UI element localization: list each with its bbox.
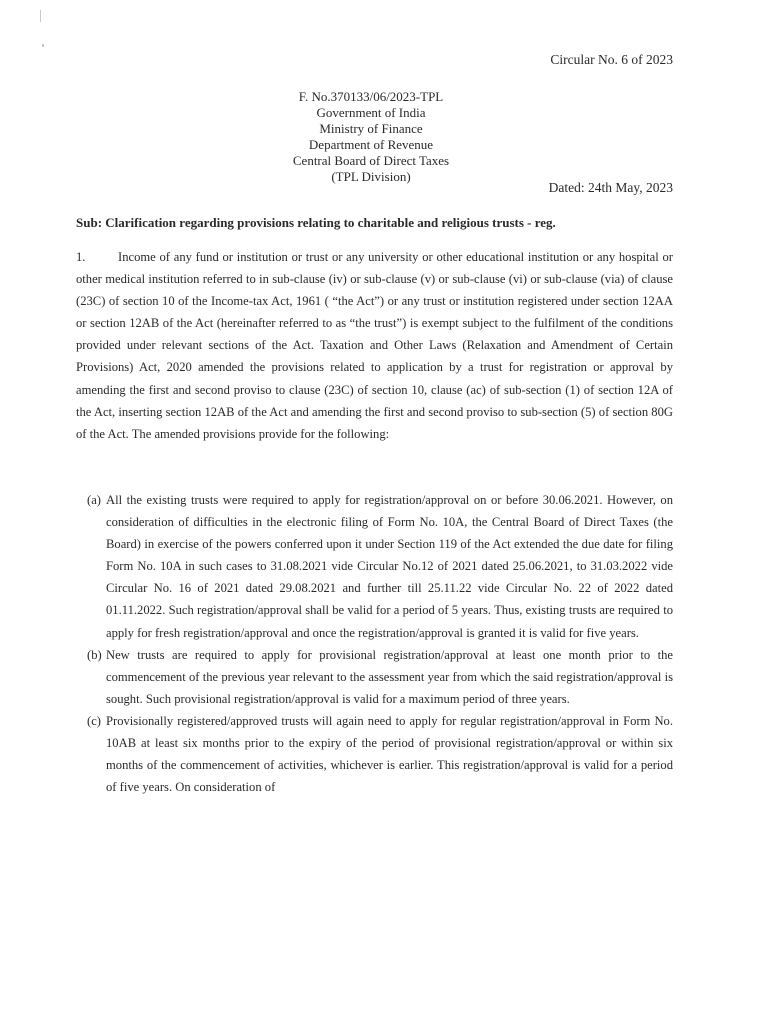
government-line: Government of India [316,105,426,120]
paragraph-number: 1. [76,250,86,264]
ministry-line: Ministry of Finance [319,121,423,136]
list-marker: (a) [87,493,101,507]
board-line: Central Board of Direct Taxes [292,153,450,168]
scan-artifact [40,10,41,22]
list-item-c [87,710,673,798]
file-number: F. No.370133/06/2023-TPL [298,89,444,104]
date-line: Dated: 24th May, 2023 [548,180,673,195]
list-marker: (b) [87,647,102,662]
provisions-list [87,489,673,798]
department-line: Department of Revenue [308,137,434,152]
list-item-a [87,489,673,644]
list-item-b [87,644,673,710]
subject-line: Sub: Clarification regarding provisions relating to charitable and religious trusts - reg. [76,215,556,230]
paragraph-1 [76,246,673,445]
list-marker: (c) [87,713,101,728]
division-line: (TPL Division) [331,169,411,184]
letterhead [0,89,768,185]
scan-artifact [42,44,44,47]
circular-number: Circular No. 6 of 2023 [550,52,673,67]
list-item-text: Provisionally registered/approved trusts will again need to apply for regular registration/approval in Form No. 10AB at least six months prior to the expiry of the period of provisional registration/approval or within six months of the commencement of activities, whichever is earlier. This registration/approval is valid for a period of five years. On consideration of [106,713,673,795]
list-item-text: All the existing trusts were required to apply for registration/approval on or before 30.06.2021. However, on consideration of difficulties in the electronic filing of Form No. 10A, the Central Board of Direct Taxes (the Board) in exercise of the powers conferred upon it under Section 119 of the Act extended the due date for filing Form No. 10A in such cases to 31.08.2021 vide Circular No.12 of 2021 dated 25.06.2021, to 31.03.2022 vide Circular No. 16 of 2021 dated 29.08.2021 and further till 25.11.22 vide Circular No. 22 of 2022 dated 01.11.2022. Such registration/approval shall be valid for a period of 5 years. Thus, existing trusts are required to apply for fresh registration/approval and once the registration/approval is granted it is valid for five years. [106,493,673,640]
paragraph-text: Income of any fund or institution or trust or any university or other educational institution or any hospital or other medical institution referred to in sub-clause (iv) or sub-clause (v) or sub-clause (vi) or sub-clause (via) of clause (23C) of section 10 of the Income-tax Act, 1961 ( “the Act”) or any trust or institution registered under section 12AA or section 12AB of the Act (hereinafter referred to as “the trust”) is exempt subject to the fulfilment of the conditions provided under relevant sections of the Act. Taxation and Other Laws (Relaxation and Amendment of Certain Provisions) Act, 2020 amended the provisions related to application by a trust for registration or approval by amending the first and second proviso to clause (23C) of section 10, clause (ac) of sub-section (1) of section 12A of the Act, inserting section 12AB of the Act and amending the first and second proviso to sub-section (5) of section 80G of the Act. The amended provisions provide for the following: [76,250,673,441]
list-item-text: New trusts are required to apply for provisional registration/approval at least one month prior to the commencement of the previous year relevant to the assessment year from which the said registration/approval is sought. Such provisional registration/approval is valid for a maximum period of three years. [106,647,673,706]
